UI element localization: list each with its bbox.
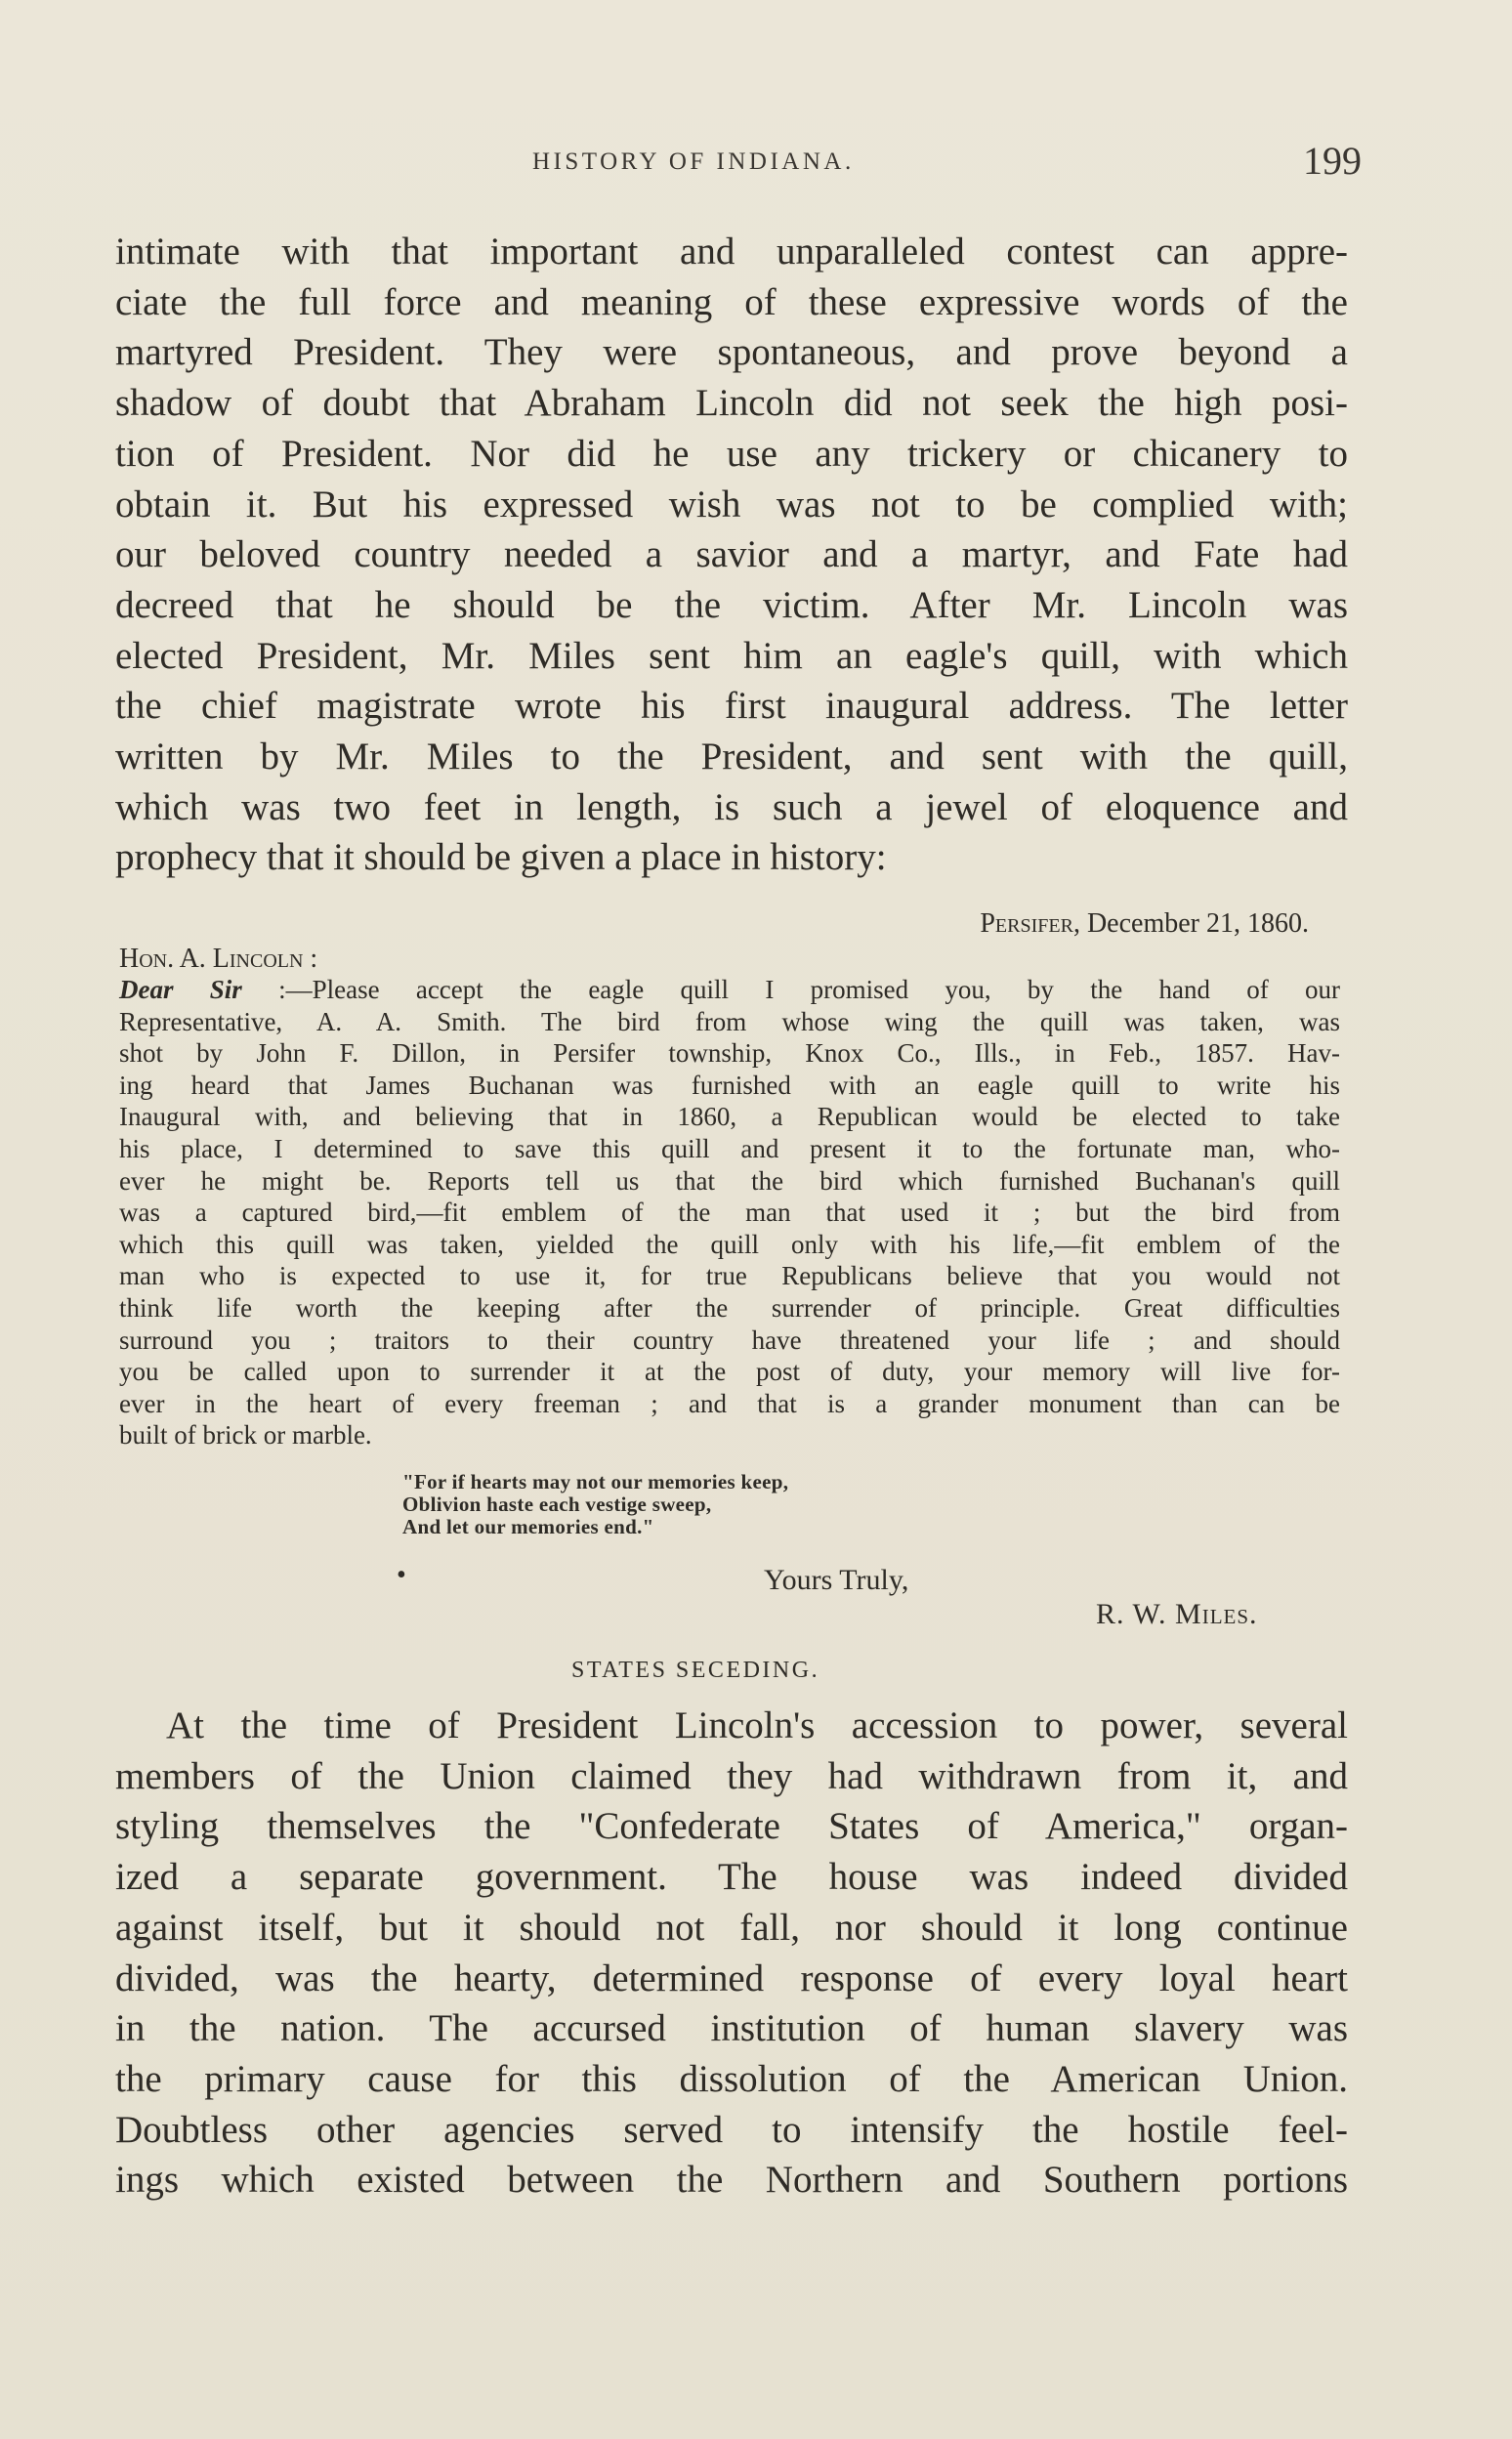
text-line: members of the Union claimed they had withdrawn from it, and xyxy=(115,1754,1348,1797)
verse-line: "For if hearts may not our memories keep, xyxy=(402,1470,789,1493)
letter-salutation: Hon. A. Lincoln : xyxy=(119,944,318,974)
text-line: ized a separate government. The house was indeed divided xyxy=(115,1856,1348,1899)
text-line: which was two feet in length, is such a jewel of eloquence and xyxy=(115,785,1348,828)
text-line: Doubtless other agencies served to intensify the hostile feel- xyxy=(115,2108,1348,2151)
text-line: the chief magistrate wrote his first inaugural address. The letter xyxy=(115,685,1348,728)
letter-line: Inaugural with, and believing that in 1860, a Republican would be elected to take xyxy=(119,1102,1340,1132)
letter-line: ing heard that James Buchanan was furnished with an eagle quill to write his xyxy=(119,1070,1340,1100)
page-number: 199 xyxy=(1303,139,1362,183)
text-line: prophecy that it should be given a place in history: xyxy=(115,836,887,879)
letter-line: ever he might be. Reports tell us that the bird which furnished Buchanan's quill xyxy=(119,1165,1340,1196)
letter-first-line-text: :—Please accept the eagle quill I promised you, by the hand of our xyxy=(241,975,1340,1004)
verse-quote xyxy=(402,1471,788,1538)
paragraph-states-seceding xyxy=(115,1701,1348,2206)
letter-dateline xyxy=(684,908,1309,940)
letter-place: Persifer xyxy=(980,908,1073,939)
letter-line: think life worth the keeping after the surrender of principle. Great difficulties xyxy=(119,1292,1340,1323)
text-line: elected President, Mr. Miles sent him an eagle's quill, with which xyxy=(115,634,1348,677)
verse-line: And let our memories end." xyxy=(402,1515,654,1538)
letter-line: you be called upon to surrender it at the post of duty, your memory will live for- xyxy=(119,1357,1340,1387)
verse-line: Oblivion haste each vestige sweep, xyxy=(402,1493,712,1516)
text-line: divided, was the hearty, determined response of every loyal heart xyxy=(115,1956,1348,1999)
text-line: martyred President. They were spontaneous, and prove beyond a xyxy=(115,331,1348,374)
letter-line: built of brick or marble. xyxy=(119,1420,372,1451)
letter-body xyxy=(119,974,1340,1451)
letter-line: was a captured bird,—fit emblem of the man that used it ; but the bird from xyxy=(119,1198,1340,1228)
text-line: written by Mr. Miles to the President, and sent with the quill, xyxy=(115,736,1348,778)
letter-line: which this quill was taken, yielded the quill only with his life,—fit emblem of the xyxy=(119,1229,1340,1259)
text-line: against itself, but it should not fall, nor should it long continue xyxy=(115,1906,1348,1949)
text-line: the primary cause for this dissolution of the American Union. xyxy=(115,2057,1348,2100)
text-line: in the nation. The accursed institution of human slavery was xyxy=(115,2007,1348,2050)
letter-line: shot by John F. Dillon, in Persifer township, Knox Co., Ills., in Feb., 1857. Hav- xyxy=(119,1038,1340,1069)
text-line: obtain it. But his expressed wish was not to be complied with; xyxy=(115,483,1348,526)
letter-line: man who is expected to use it, for true Republicans believe that you would not xyxy=(119,1261,1340,1291)
letter-line xyxy=(119,974,1340,1006)
letter-line: surround you ; traitors to their country have threatened your life ; and should xyxy=(119,1325,1340,1355)
letter-line: Representative, A. A. Smith. The bird from whose wing the quill was taken, was xyxy=(119,1006,1340,1036)
letter-line: ever in the heart of every freeman ; and that is a grander monument than can be xyxy=(119,1388,1340,1418)
letter-date: , December 21, 1860. xyxy=(1072,908,1309,939)
text-line: ings which existed between the Northern and Southern portions xyxy=(115,2159,1348,2202)
text-line: tion of President. Nor did he use any trickery or chicanery to xyxy=(115,432,1348,475)
letter-signature: R. W. Miles. xyxy=(1096,1598,1258,1630)
running-head: HISTORY OF INDIANA. xyxy=(532,148,855,175)
text-line: intimate with that important and unparalleled contest can appre- xyxy=(115,231,1348,273)
text-line: styling themselves the "Confederate States of America," organ- xyxy=(115,1805,1348,1848)
letter-closing: Yours Truly, xyxy=(764,1564,909,1596)
text-line: At the time of President Lincoln's accession to power, several xyxy=(166,1704,1348,1746)
paragraph-intro xyxy=(115,227,1348,883)
section-heading: STATES SECEDING. xyxy=(571,1658,820,1683)
text-line: decreed that he should be the victim. After Mr. Lincoln was xyxy=(115,583,1348,626)
dear-sir: Dear Sir xyxy=(119,975,242,1004)
text-line: our beloved country needed a savior and a martyr, and Fate had xyxy=(115,533,1348,576)
bullet-mark: • xyxy=(397,1560,406,1590)
text-line: shadow of doubt that Abraham Lincoln did not seek the high posi- xyxy=(115,382,1348,425)
letter-line: his place, I determined to save this quill and present it to the fortunate man, who- xyxy=(119,1133,1340,1163)
text-line: ciate the full force and meaning of these expressive words of the xyxy=(115,280,1348,323)
